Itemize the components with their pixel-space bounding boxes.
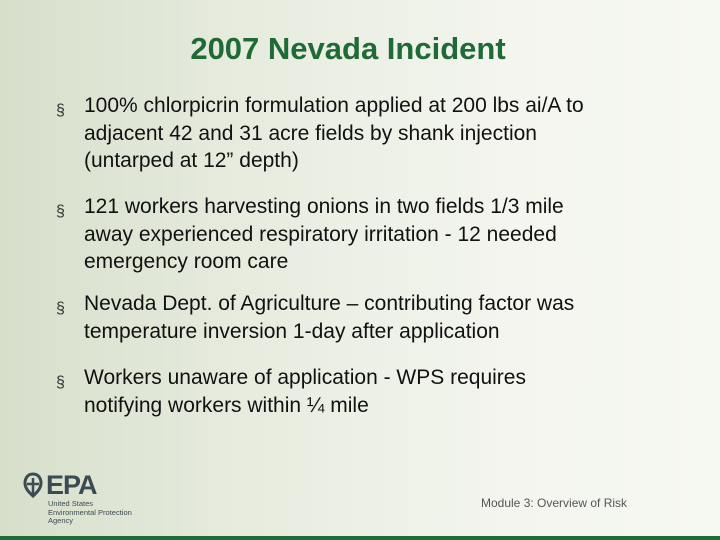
bullet-2-line-2: away experienced respiratory irritation - 12 needed: [84, 222, 557, 246]
bullet-marker: §: [56, 102, 65, 119]
bottom-accent-bar: [0, 536, 720, 540]
bullet-item-3: [52, 290, 692, 345]
bullet-1-line-2: adjacent 42 and 31 acre fields by shank injection: [84, 121, 537, 145]
slide-title: 2007 Nevada Incident: [190, 31, 506, 66]
bullet-2-line-3: emergency room care: [84, 250, 289, 273]
bullet-marker: §: [56, 203, 65, 220]
bullet-item-2: [52, 193, 692, 276]
epa-wordmark: EPA: [46, 470, 97, 500]
bullet-1-line-1: 100% chlorpicrin formulation applied at 200 lbs ai/A to: [84, 94, 584, 117]
bullet-item-1: [52, 92, 692, 175]
bullet-1-line-3: (untarped at 12” depth): [84, 149, 299, 172]
bullet-2-line-1: 121 workers harvesting onions in two fields 1/3 mile: [84, 195, 564, 218]
epa-agency-name: [48, 500, 132, 526]
bullet-3-line-1: Nevada Dept. of Agriculture – contributing factor was: [84, 292, 575, 315]
footer-module-label: Module 3: Overview of Risk: [481, 496, 628, 510]
bullet-marker: §: [56, 374, 65, 391]
bullet-4-line-2: notifying workers within ¼ mile: [84, 393, 369, 417]
bullet-marker: §: [56, 300, 65, 317]
epa-flower-icon: [22, 472, 44, 498]
agency-line-1: United States: [48, 499, 94, 508]
bullet-4-line-1: Workers unaware of application - WPS requires: [84, 366, 526, 389]
agency-line-2: Environmental Protection: [48, 507, 132, 517]
agency-line-3: Agency: [48, 516, 74, 525]
bullet-item-4: [52, 364, 692, 419]
bullet-3-line-2: temperature inversion 1-day after application: [84, 319, 500, 343]
epa-logo: [22, 470, 162, 526]
